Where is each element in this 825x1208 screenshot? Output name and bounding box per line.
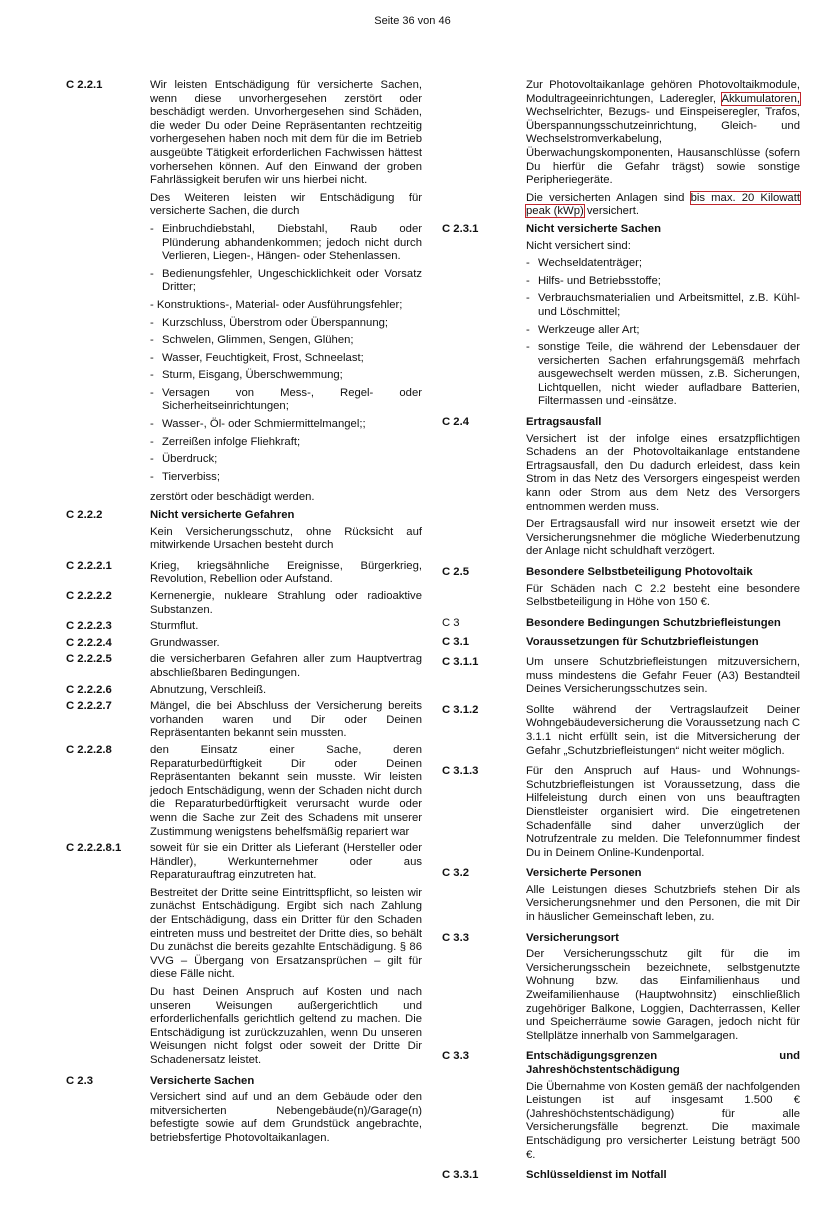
section-number: C 2.5 [442, 566, 470, 578]
paragraph: Um unsere Schutzbriefleistungen mitzuversichern, muss mindestens die Gefahr Feuer (A3) Bestandteil Deines Versicherungsschutzes sein. [526, 655, 800, 696]
section-c25 [442, 566, 800, 614]
paragraph: Für Schäden nach C 2.2 besteht eine besondere Selbstbeteiligung in Höhe von 150 €. [526, 582, 800, 609]
paragraph: Du hast Deinen Anspruch auf Kosten und nach unseren Weisungen außergerichtlich und erforderlichenfalls gerichtlich geltend zu machen. Die Entschädigung ist zurückzuzahlen, wenn Du unseren Weisungen nicht folgst oder soweit der Dritte Dir Schadenersatz leistet. [150, 986, 422, 1066]
list-item: - Wasser, Feuchtigkeit, Frost, Schneelast; [150, 352, 422, 366]
section-title: Besondere Bedingungen Schutzbriefleistungen [526, 616, 781, 629]
paragraph: Kein Versicherungsschutz, ohne Rücksicht auf mitwirkende Ursachen besteht durch [150, 525, 422, 552]
list-item: - Schwelen, Glimmen, Sengen, Glühen; [150, 334, 422, 348]
section-title: Entschädigungsgrenzen und Jahreshöchstentschädigung [526, 1050, 800, 1076]
section-c33-entschaedigungsgrenzen [442, 1050, 800, 1166]
section-title: Versicherungsort [526, 931, 619, 944]
paragraph: Grundwasser. [150, 636, 220, 649]
section-c2222 [66, 590, 422, 617]
section-number: C 2.2.2.7 [66, 700, 112, 713]
right-column [442, 79, 800, 1189]
list-item: - Tierverbiss; [150, 471, 422, 485]
section-number: C 3.1.2 [442, 703, 479, 716]
section-number: C 2.2.2.8.1 [66, 842, 122, 855]
section-c311 [442, 656, 800, 701]
section-number: C 3 [442, 616, 460, 629]
list-item: - Wechseldatenträger; [526, 257, 800, 271]
left-column [66, 79, 422, 1153]
paragraph: Zur Photovoltaikanlage gehören Photovoltaikmodule, Modultrageeinrichtungen, Laderegler, Akkumulatoren, Wechselrichter, Bezugs- und Einspeiseregler, Trafos, Überspannungsschutzeinrichtung, Gleich- und Wechselstromverkabelung, Überwachungskomponenten, Hausanschlüsse (sofern Du hierfür die Gefahr trägst) sowie sonstige Peripheriegeräte. [526, 79, 800, 187]
section-number: C 2.2.2.8 [66, 743, 112, 756]
section-c32 [442, 867, 800, 928]
list-item: - Zerreißen infolge Fliehkraft; [150, 436, 422, 450]
section-number: C 2.4 [442, 416, 470, 429]
section-c33-versicherungsort [442, 932, 800, 1048]
paragraph: die versicherbaren Gefahren aller zum Hauptvertrag abschließbaren Bedingungen. [150, 653, 422, 679]
paragraph: Mängel, die bei Abschluss der Versicherung bereits vorhanden waren und Dir oder Deinen Repräsentanten bekannt sein mussten. [150, 700, 422, 740]
section-title: Versicherte Personen [526, 867, 642, 880]
section-number: C 3.3.1 [442, 1169, 479, 1182]
section-c22281 [66, 842, 422, 1072]
list-item: - Bedienungsfehler, Ungeschicklichkeit oder Vorsatz Dritter; [150, 268, 422, 295]
section-number: C 2.3 [66, 1074, 94, 1087]
section-number: C 2.3.1 [442, 222, 479, 235]
list-item: - Kurzschluss, Überstrom oder Überspannung; [150, 317, 422, 331]
section-number: C 2.2.2.6 [66, 683, 112, 696]
paragraph: Versichert ist der infolge eines ersatzpflichtigen Schadens an der Photovoltaikanlage entstandene Ertragsausfall, den Du dadurch erleidest, dass kein Strom in das Netz des Versorgers eingespeist werden kann oder Strom aus dem Netz des Versorgers entnommen werden muss. [526, 432, 800, 513]
section-title: Voraussetzungen für Schutzbriefleistungen [526, 636, 759, 649]
highlight-box: bis max. 20 Kilowatt peak (kWp) [526, 191, 800, 218]
paragraph: Der Ertragsausfall wird nur insoweit ersetzt wie der Versicherungsnehmer die mögliche Wiederbenutzung der Anlage nicht schuldhaft verzögert. [526, 518, 800, 558]
risk-list [150, 317, 422, 485]
section-title: Schlüsseldienst im Notfall [526, 1169, 667, 1182]
section-number: C 2.2.2.3 [66, 620, 112, 633]
page-header: Seite 36 von 46 [374, 15, 451, 27]
section-number: C 3.3 [442, 1050, 470, 1063]
list-item: - Konstruktions-, Material- oder Ausführungsfehler; [150, 298, 403, 311]
section-c24 [442, 416, 800, 563]
paragraph: Krieg, kriegsähnliche Ereignisse, Bürgerkrieg, Revolution, Rebellion oder Aufstand. [150, 559, 422, 586]
section-number: C 2.2.2 [66, 509, 103, 522]
paragraph: Die Übernahme von Kosten gemäß der nachfolgenden Leistungen ist auf insgesamt 1.500 € (Jahreshöchstentschädigung) für alle Versicherungsfälle begrenzt. Die maximale Entschädigung pro versicherter Leistung beträgt 500 €. [526, 1080, 800, 1161]
paragraph: Nicht versichert sind: [526, 239, 631, 252]
section-number: C 2.2.2.4 [66, 636, 112, 649]
excluded-list [526, 257, 800, 409]
section-number: C 2.2.2.1 [66, 559, 112, 572]
closing-text: zerstört oder beschädigt werden. [150, 491, 315, 504]
paragraph: Sollte während der Vertragslaufzeit Deiner Wohngebäudeversicherung die Voraussetzung nach C 3.1.1 nicht erfüllt sein, ist die Mitversicherung der Gefahr „Schutzbriefleistungen“ nicht weiter möglich. [526, 703, 800, 757]
list-item: - Verbrauchsmaterialien und Arbeitsmittel, z.B. Kühl- und Löschmittel; [526, 292, 800, 319]
section-c23 [66, 1075, 422, 1150]
section-number: C 2.2.2.2 [66, 590, 112, 602]
list-item: - Überdruck; [150, 453, 422, 467]
risk-list [150, 223, 422, 295]
list-item: - Einbruchdiebstahl, Diebstahl, Raub oder Plünderung abhandenkommen; jedoch nicht durch Verlieren, Liegen-, Hängen- oder Stehenlassen. [150, 223, 422, 264]
section-c23-continued [442, 79, 800, 219]
section-title: Nicht versicherte Sachen [526, 222, 661, 235]
paragraph: Sturmflut. [150, 620, 199, 633]
paragraph: Der Versicherungsschutz gilt für die im Versicherungsschein bezeichnete, selbstgenutzte Wohnung bzw. das Einfamilienhaus und Zweifamilienhause (Hauptwohnsitz) einschließlich zugehöriger Balkone, Loggien, Dachterrassen, Keller und Speicherräume sowie Garagen, jedoch nicht für Stellplätze innerhalb von Sammelgaragen. [526, 948, 800, 1042]
paragraph: Des Weiteren leisten wir Entschädigung für versicherte Sachen, die durch [150, 191, 422, 218]
section-c2225 [66, 653, 422, 680]
section-c2228 [66, 744, 422, 839]
paragraph: Für den Anspruch auf Haus- und Wohnungs-Schutzbriefleistungen ist Voraussetzung, dass die Hilfeleistung durch einen von uns beauftragten Dienstleister organisiert wird. Die eingetretenen Schadenfälle sind daher unverzüglich der Notrufzentrale zu melden. Die Telefonnummer findest Du in Deinem Online-Kundenportal. [526, 765, 800, 859]
list-item: - Sturm, Eisgang, Überschwemmung; [150, 369, 422, 383]
section-c313 [442, 765, 800, 864]
section-title: Ertragsausfall [526, 416, 602, 429]
paragraph: den Einsatz einer Sache, deren Reparaturbedürftigkeit Dir oder Deinen Repräsentanten bekannt sein musste. Wir leisten jedoch Entschädigung, wenn der Schaden nicht durch die Reparaturbedürftigkeit verursacht wurde oder wenn die Sache zur Zeit des Schadens mit unserer Zustimmung wenigstens behelfsmäßig repariert war [150, 743, 422, 838]
section-c331 [442, 1169, 800, 1186]
paragraph: Die versicherten Anlagen sind bis max. 20 Kilowatt peak (kWp) versichert. [526, 191, 800, 218]
section-number: C 3.1.1 [442, 655, 479, 668]
section-title: Versicherte Sachen [150, 1074, 255, 1087]
list-item: - sonstige Teile, die während der Lebensdauer der versicherten Sachen erfahrungsgemäß mehrfach ausgewechselt werden müssen, z.B. Sicherungen, Lichtquellen, nicht wieder aufladbare Batterien, Filtermassen und -einsätze. [526, 341, 800, 409]
section-c231 [442, 223, 800, 413]
section-number: C 3.1 [442, 636, 470, 649]
paragraph: Versichert sind auf und an dem Gebäude oder den mitversicherten Nebengebäude(n)/Garage(n) befestigte sowie auf dem Grundstück angebrachte, betriebsfertige Photovoltaikanlagen. [150, 1091, 422, 1144]
section-title: Nicht versicherte Gefahren [150, 509, 295, 522]
section-c2227 [66, 700, 422, 741]
section-number: C 3.2 [442, 867, 470, 880]
section-c2224 [66, 637, 422, 651]
section-c222 [66, 509, 422, 557]
section-c221 [66, 79, 422, 488]
section-c312 [442, 704, 800, 762]
highlight-box: Akkumulatoren, [721, 92, 800, 105]
paragraph: Wir leisten Entschädigung für versicherte Sachen, wenn diese unvorhergesehen zerstört oder beschädigt werden. Unvorhergesehen sind Schäden, die weder Du oder Deine Repräsentanten rechtzeitig vorhergesehen haben noch mit dem für die im Betrieb ausgeübte Tätigkeit erforderlichen Fachwissen hättest vorhersehen können. Auf den Einwand der groben Fahrlässigkeit berufen wir uns hierbei nicht. [150, 79, 422, 187]
paragraph: Abnutzung, Verschleiß. [150, 683, 267, 696]
list-item: - Wasser-, Öl- oder Schmiermittelmangel;; [150, 418, 422, 432]
section-c3 [442, 617, 800, 634]
paragraph: Kernenergie, nukleare Strahlung oder radioaktive Substanzen. [150, 590, 422, 616]
section-c31 [442, 636, 800, 653]
list-item: - Werkzeuge aller Art; [526, 324, 800, 338]
paragraph: soweit für sie ein Dritter als Lieferant (Hersteller oder Händler), Werkunternehmer oder aus Reparaturauftrag einzutreten hat. [150, 842, 422, 882]
list-item: - Versagen von Mess-, Regel- oder Sicherheitseinrichtungen; [150, 387, 422, 414]
paragraph: Alle Leistungen dieses Schutzbriefs stehen Dir als Versicherungsnehmer und den Personen, die mit Dir in häuslicher Gemeinschaft leben, zu. [526, 883, 800, 924]
section-c2221 [66, 560, 422, 587]
paragraph: Bestreitet der Dritte seine Eintrittspflicht, so leisten wir zunächst Entschädigung. Ergibt sich nach Zahlung der Entschädigung, dass ein Dritter für den Schaden eintreten muss und bestreitet der Dritte dies, so behält Du zunächst die bereits gezahlte Entschädigung. § 86 VVG – Übergang von Ersatzansprüchen – gilt für diese Fälle nicht. [150, 886, 422, 981]
section-title: Besondere Selbstbeteiligung Photovoltaik [526, 566, 753, 578]
section-c2226 [66, 684, 422, 698]
section-number: C 2.2.1 [66, 79, 103, 91]
section-c2223 [66, 620, 422, 634]
section-number: C 2.2.2.5 [66, 653, 112, 666]
section-number: C 3.1.3 [442, 765, 479, 778]
list-item: - Hilfs- und Betriebsstoffe; [526, 275, 800, 289]
section-number: C 3.3 [442, 931, 470, 944]
